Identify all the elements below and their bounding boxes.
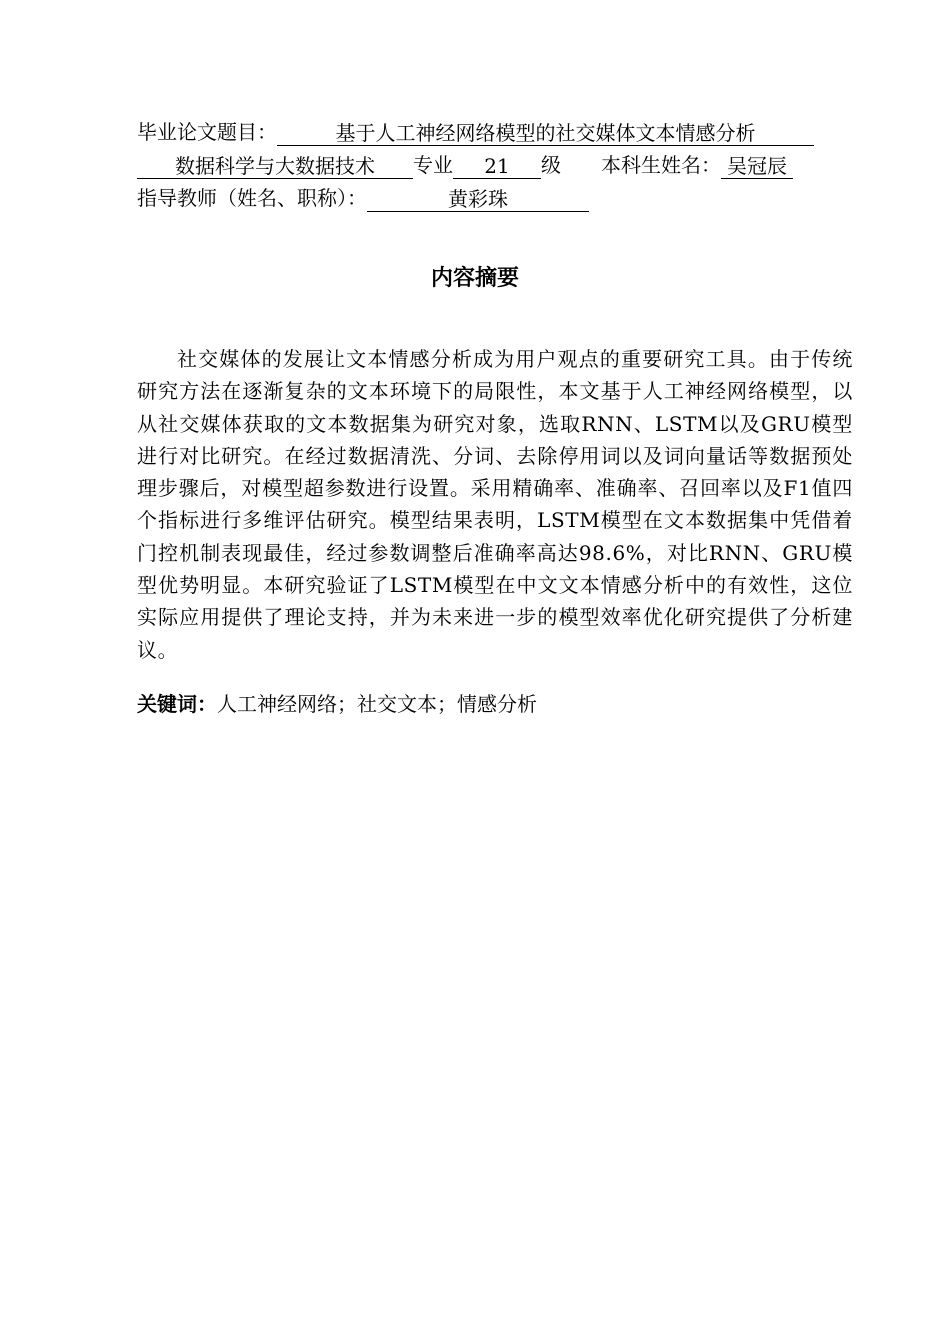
keywords-line [137,688,537,720]
major-grade-line [137,151,793,179]
advisor-line [137,184,589,212]
advisor-label: 指导教师（姓名、职称）： [137,186,367,210]
major-label: 专业 [413,153,453,177]
student-name-label: 本科生姓名： [601,153,721,177]
abstract-body: 社交媒体的发展让文本情感分析成为用户观点的重要研究工具。由于传统研究方法在逐渐复杂的文本环境下的局限性，本文基于人工神经网络模型，以从社交媒体获取的文本数据集为研究对象，选取RNN、LSTM以及GRU模型进行对比研究。在经过数据清洗、分词、去除停用词以及词向量话等数据预处理步骤后，对模型超参数进行设置。采用精确率、准确率、召回率以及F1值四个指标进行多维评估研究。模型结果表明，LSTM模型在文本数据集中凭借着门控机制表现最佳，经过参数调整后准确率高达98.6%，对比RNN、GRU模型优势明显。本研究验证了LSTM模型在中文文本情感分析中的有效性，这位实际应用提供了理论支持，并为未来进一步的模型效率优化研究提供了分析建议。 [137,347,853,662]
thesis-title-line [137,118,814,146]
keywords-value: 人工神经网络；社交文本；情感分析 [217,692,537,716]
thesis-title-value: 基于人工神经网络模型的社交媒体文本情感分析 [277,121,814,146]
major-value: 数据科学与大数据技术 [137,154,413,179]
grade-value: 21 [453,154,541,179]
thesis-title-label: 毕业论文题目： [137,120,277,144]
grade-label: 级 [541,153,561,177]
keywords-label: 关键词： [137,692,217,716]
student-name-value: 吴冠辰 [721,154,793,179]
advisor-value: 黄彩珠 [367,187,589,212]
abstract-title: 内容摘要 [430,266,519,291]
